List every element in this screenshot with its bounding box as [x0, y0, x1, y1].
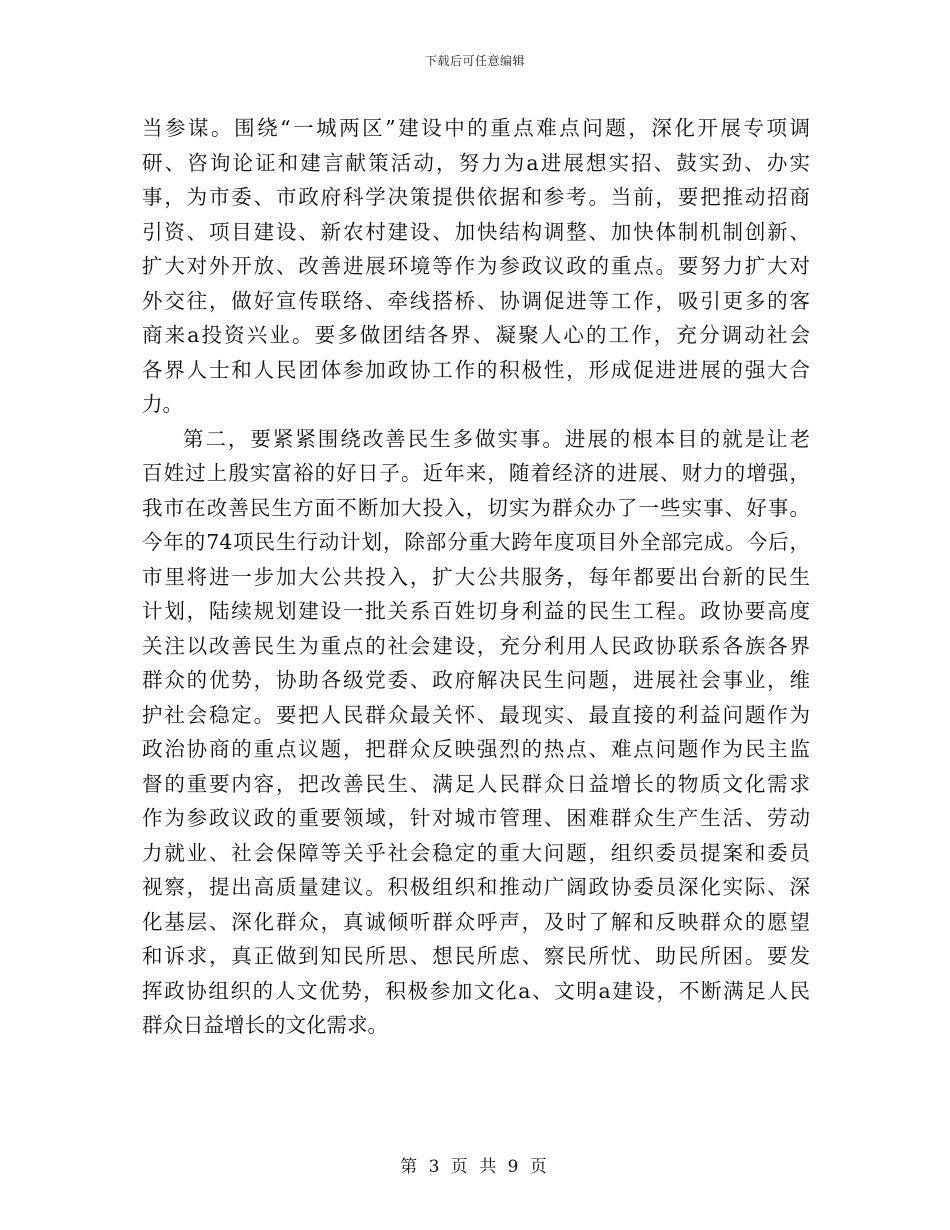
text-line: 化基层、深化群众，真诚倾听群众呼声，及时了解和反映群众的愿望: [142, 909, 810, 934]
paragraph-2: [142, 422, 810, 1043]
text-line: 关注以改善民生为重点的社会建设，充分利用人民政协联系各族各界: [142, 633, 810, 658]
page-header: 下载后可任意编辑: [424, 54, 525, 68]
text-line: 挥政协组织的人文优势，积极参加文化a、文明a建设，不断满足人民: [142, 978, 810, 1003]
paragraph-1: [142, 111, 810, 422]
page-number-footer: 第 3 页 共 9 页: [400, 1157, 550, 1177]
text-line: 护社会稳定。要把人民群众最关怀、最现实、最直接的利益问题作为: [142, 702, 810, 727]
text-line: 作为参政议政的重要领域，针对城市管理、困难群众生产生活、劳动: [142, 806, 810, 830]
text-line: 政治协商的重点议题，把群众反映强烈的热点、难点问题作为民主监: [142, 737, 810, 761]
text-line: 研、咨询论证和建言献策活动，努力为a进展想实招、鼓实劲、办实: [142, 150, 810, 175]
text-line: 计划，陆续规划建设一批关系百姓切身利益的民生工程。政协要高度: [142, 599, 810, 623]
text-line: 市里将进一步加大公共投入，扩大公共服务，每年都要出台新的民生: [142, 564, 810, 589]
text-line: 外交往，做好宣传联络、牵线搭桥、协调促进等工作，吸引更多的客: [142, 288, 810, 313]
text-line: 当参谋。围绕“一城两区”建设中的重点难点问题，深化开展专项调: [142, 116, 810, 140]
text-line: 我市在改善民生方面不断加大投入，切实为群众办了一些实事、好事。: [142, 495, 810, 520]
text-line: 各界人士和人民团体参加政协工作的积极性，形成促进进展的强大合: [142, 357, 810, 382]
text-line: 力。: [142, 392, 183, 416]
text-line: 群众日益增长的文化需求。: [142, 1013, 388, 1037]
text-line: 督的重要内容，把改善民生、满足人民群众日益增长的物质文化需求: [142, 771, 810, 796]
text-line: 引资、项目建设、新农村建设、加快结构调整、加快体制机制创新、: [142, 219, 810, 244]
text-line: 力就业、社会保障等关乎社会稳定的重大问题，组织委员提案和委员: [142, 840, 810, 865]
text-line: 群众的优势，协助各级党委、政府解决民生问题，进展社会事业，维: [142, 668, 810, 692]
document-body: [142, 111, 810, 1043]
text-line: 今年的74项民生行动计划，除部分重大跨年度项目外全部完成。今后，: [142, 530, 810, 554]
text-line: 和诉求，真正做到知民所思、想民所虑、察民所忧、助民所困。要发: [142, 944, 810, 968]
text-line: 商来a投资兴业。要多做团结各界、凝聚人心的工作，充分调动社会: [142, 323, 810, 347]
text-line: 第二，要紧紧围绕改善民生多做实事。进展的根本目的就是让老: [183, 426, 810, 451]
text-line: 扩大对外开放、改善进展环境等作为参政议政的重点。要努力扩大对: [142, 254, 810, 278]
text-line: 百姓过上殷实富裕的好日子。近年来，随着经济的进展、财力的增强，: [142, 461, 810, 485]
text-line: 视察，提出高质量建议。积极组织和推动广阔政协委员深化实际、深: [142, 875, 810, 899]
text-line: 事，为市委、市政府科学决策提供依据和参考。当前，要把推动招商: [142, 185, 810, 209]
